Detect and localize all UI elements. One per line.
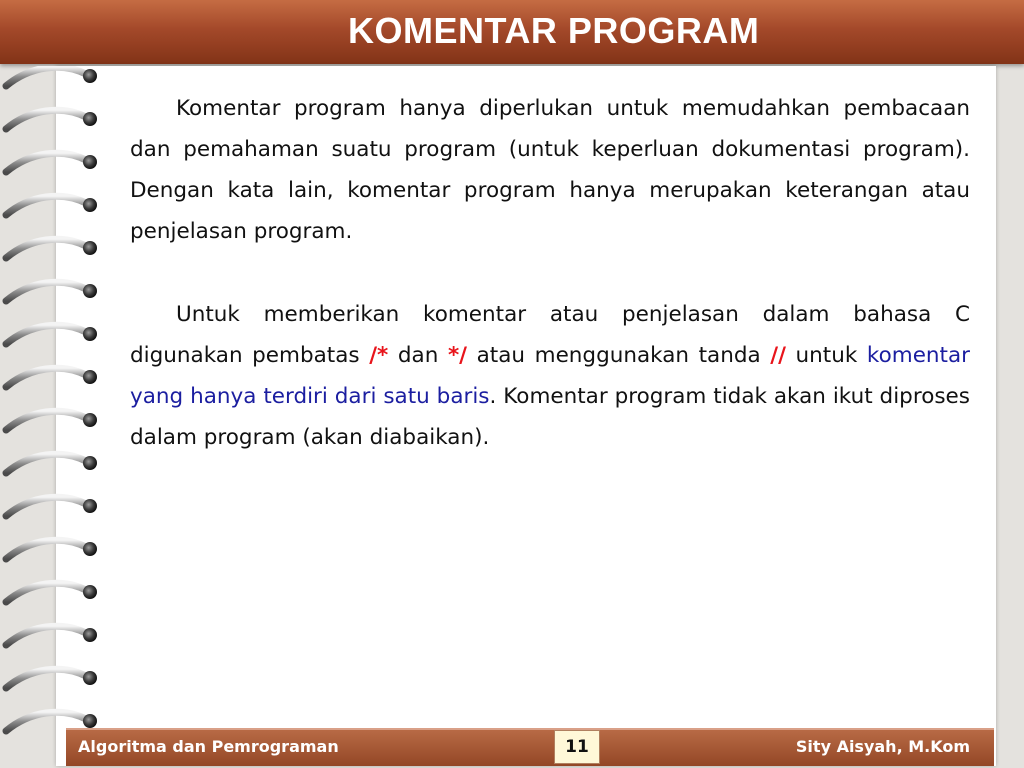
block-comment-close-delimiter: */ [447, 343, 468, 368]
footer-bar [66, 728, 994, 766]
slide-title: KOMENTAR PROGRAM [348, 10, 760, 51]
binding-hole [83, 112, 97, 126]
binding-ring [6, 497, 86, 516]
binding-ring [6, 411, 86, 430]
binding-ring [6, 583, 86, 602]
footer-course-name: Algoritma dan Pemrograman [78, 737, 339, 756]
spiral-binding [0, 66, 110, 746]
block-comment-open-delimiter: /* [369, 343, 389, 368]
binding-hole [83, 714, 97, 728]
binding-ring [6, 67, 86, 86]
footer-author: Sity Aisyah, M.Kom [795, 737, 970, 756]
binding-ring [6, 368, 86, 387]
paragraph-2-text-2: dan [388, 343, 448, 368]
binding-hole [83, 585, 97, 599]
single-line-comment-highlight: komentar yang hanya terdiri dari satu baris [130, 343, 970, 409]
paragraph-2 [130, 294, 970, 458]
binding-hole [83, 499, 97, 513]
binding-hole [83, 241, 97, 255]
binding-hole [83, 69, 97, 83]
paragraph-2-text-3: atau menggunakan tanda [467, 343, 771, 368]
binding-ring [6, 325, 86, 344]
binding-hole [83, 284, 97, 298]
binding-hole [83, 413, 97, 427]
binding-ring [6, 282, 86, 301]
binding-hole [83, 628, 97, 642]
page-number: 11 [554, 730, 600, 764]
binding-hole [83, 198, 97, 212]
binding-hole [83, 155, 97, 169]
binding-hole [83, 542, 97, 556]
line-comment-delimiter: // [770, 343, 786, 368]
paragraph-2-text-5: . Komentar program tidak akan ikut diproses dalam program (akan diabaikan). [130, 384, 970, 450]
paragraph-1: Komentar program hanya diperlukan untuk memudahkan pembacaan dan pemahaman suatu program (untuk keperluan dokumentasi program). Dengan kata lain, komentar program hanya merupakan keterangan atau penjelasan program. [130, 96, 970, 244]
binding-ring [6, 196, 86, 215]
binding-ring [6, 540, 86, 559]
binding-ring [6, 153, 86, 172]
slide-body [130, 88, 970, 458]
paragraph-2-text-1: Untuk memberikan komentar atau penjelasan dalam bahasa C digunakan pembatas [130, 302, 970, 368]
binding-ring [6, 454, 86, 473]
binding-ring [6, 626, 86, 645]
binding-hole [83, 327, 97, 341]
binding-ring [6, 669, 86, 688]
title-bar [0, 0, 1024, 64]
binding-hole [83, 456, 97, 470]
binding-hole [83, 671, 97, 685]
binding-ring [6, 110, 86, 129]
paragraph-2-text-4: untuk [785, 343, 867, 368]
binding-hole [83, 370, 97, 384]
binding-ring [6, 239, 86, 258]
